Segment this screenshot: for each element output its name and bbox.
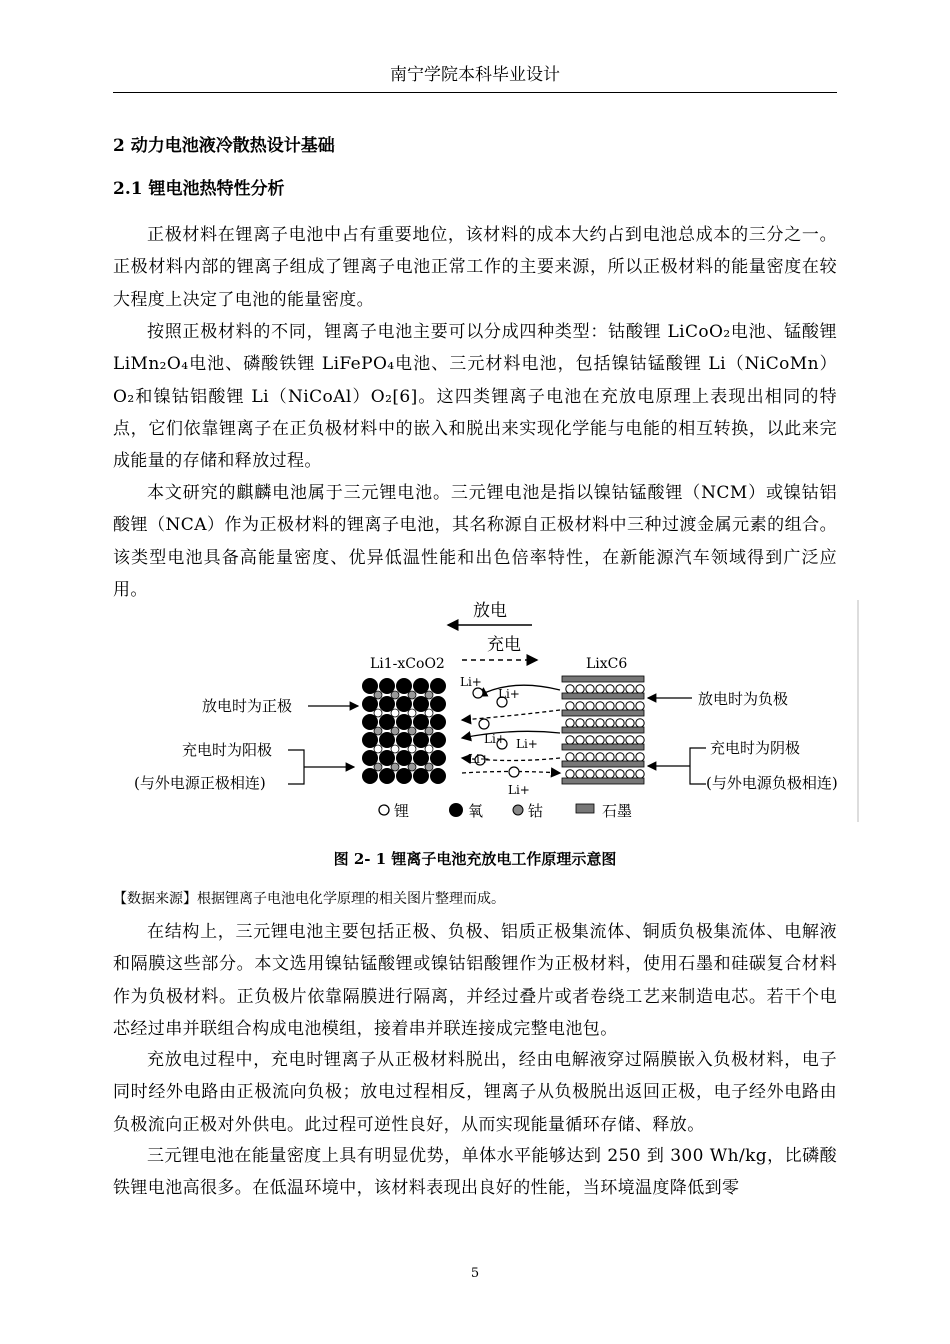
lithium-atom [391, 709, 399, 717]
source-note: 【数据来源】根据锂离子电池电化学原理的相关图片整理而成。 [113, 891, 505, 907]
left-bracket [288, 750, 354, 784]
oxygen-atom [430, 696, 446, 712]
intercalated-lithium [606, 753, 614, 761]
intercalated-lithium [576, 753, 584, 761]
intercalated-lithium [636, 702, 644, 710]
paragraph-3: 本文研究的麒麟电池属于三元锂电池。三元锂电池是指以镍钴锰酸锂（NCM）或镍钴铝酸锂（NCA）作为正极材料的锂离子电池，其名称源自正极材料中三种过渡金属元素的组合。该类型电池具备高能量密度、优异低温性能和出色倍率特性，在新能源汽车领域得到广泛应用。 [113, 483, 837, 600]
discharge-label: 放电 [473, 601, 507, 621]
paragraph-1: 正极材料在锂离子电池中占有重要地位，该材料的成本大约占到电池总成本的三分之一。正极材料内部的锂离子组成了锂离子电池正常工作的主要来源，所以正极材料的能量密度在较大程度上决定了电池的能量密度。 [113, 225, 837, 310]
graphite-layer [562, 710, 644, 716]
graphite-layer [562, 693, 644, 699]
intercalated-lithium [606, 702, 614, 710]
intercalated-lithium [636, 685, 644, 693]
lithium-atom [374, 709, 382, 717]
lithium-atom [408, 709, 416, 717]
intercalated-lithium [616, 702, 624, 710]
intercalated-lithium [636, 719, 644, 727]
legend-o-swatch [449, 803, 463, 817]
intercalated-lithium [626, 719, 634, 727]
intercalated-lithium [596, 770, 604, 778]
right-bracket [648, 748, 706, 784]
intercalated-lithium [566, 719, 574, 727]
left-label-discharge: 放电时为正极 [202, 697, 293, 715]
intercalated-lithium [576, 702, 584, 710]
intercalated-lithium [566, 736, 574, 744]
legend-co: 钴 [528, 802, 544, 820]
oxygen-atom [430, 678, 446, 694]
intercalated-lithium [626, 770, 634, 778]
intercalated-lithium [586, 685, 594, 693]
svg-text:Li+: Li+ [460, 675, 482, 689]
cobalt-atom [408, 691, 416, 699]
chapter-heading: 2 动力电池液冷散热设计基础 [113, 136, 335, 156]
cobalt-atom [408, 763, 416, 771]
intercalated-lithium [636, 753, 644, 761]
right-label-charge: 充电时为阴极 [710, 739, 801, 757]
intercalated-lithium [616, 719, 624, 727]
intercalated-lithium [606, 719, 614, 727]
intercalated-lithium [596, 719, 604, 727]
figure-caption: 图 2- 1 锂离子电池充放电工作原理示意图 [333, 850, 617, 868]
legend [379, 802, 632, 820]
intercalated-lithium [576, 719, 584, 727]
anode-formula: LixC6 [586, 656, 628, 672]
svg-text:Li+: Li+ [468, 752, 490, 766]
intercalated-lithium [616, 685, 624, 693]
oxygen-atom [430, 732, 446, 748]
paragraph-6: 三元锂电池在能量密度上具有明显优势，单体水平能够达到 250 到 300 Wh/kg，比磷酸铁锂电池高很多。在低温环境中，该材料表现出良好的性能，当环境温度降低到零 [113, 1146, 837, 1199]
cobalt-atom [374, 763, 382, 771]
intercalated-lithium [596, 753, 604, 761]
cobalt-atom [425, 763, 433, 771]
intercalated-lithium [616, 770, 624, 778]
page-number: 5 [470, 1266, 480, 1281]
legend-li-swatch [379, 805, 389, 815]
intercalated-lithium [636, 736, 644, 744]
intercalated-lithium [616, 736, 624, 744]
intercalated-lithium [586, 736, 594, 744]
intercalated-lithium [566, 702, 574, 710]
intercalated-lithium [606, 685, 614, 693]
graphite-layer [562, 727, 644, 733]
paragraph-2: 按照正极材料的不同，锂离子电池主要可以分成四种类型：钴酸锂 LiCoO₂电池、锰酸锂 LiMn₂O₄电池、磷酸铁锂 LiFePO₄电池、三元材料电池，包括镍钴锰酸锂 Li（NiCoMn）O₂和镍钴铝酸锂 Li（NiCoAl）O₂[6]。这四类锂离子电池在充放电原理上表现出相同的特点，它们依靠锂离子在正负极材料中的嵌入和脱出来实现化学能与电能的相互转换，以此来完成能量的存储和释放过程。 [113, 322, 837, 472]
graphite-layer [562, 676, 644, 682]
cobalt-atom [408, 727, 416, 735]
intercalated-lithium [626, 736, 634, 744]
intercalated-lithium [596, 702, 604, 710]
section-heading: 2.1 锂电池热特性分析 [113, 179, 285, 199]
cobalt-atom [391, 763, 399, 771]
cathode-lattice [362, 678, 446, 784]
legend-graphite: 石墨 [602, 802, 633, 820]
intercalated-lithium [626, 685, 634, 693]
intercalated-lithium [636, 770, 644, 778]
cobalt-atom [391, 691, 399, 699]
left-label-charge: 充电时为阳极 [182, 741, 273, 759]
intercalated-lithium [626, 753, 634, 761]
cobalt-atom [425, 727, 433, 735]
cobalt-atom [391, 727, 399, 735]
oxygen-atom [430, 768, 446, 784]
svg-text:Li+: Li+ [516, 737, 538, 751]
graphite-layer [562, 778, 644, 784]
page-header: 南宁学院本科毕业设计 [113, 62, 837, 93]
intercalated-lithium [576, 685, 584, 693]
lithium-atom [408, 745, 416, 753]
right-label-connect: (与外电源负极相连) [706, 774, 838, 792]
paragraph-4: 在结构上，三元锂电池主要包括正极、负极、铝质正极集流体、铜质负极集流体、电解液和隔膜这些部分。本文选用镍钴锰酸锂或镍钴铝酸锂作为正极材料，使用石墨和硅碳复合材料作为负极材料。正负极片依靠隔膜进行隔离，并经过叠片或者卷绕工艺来制造电芯。若干个电芯经过串并联组合构成电池模组，接着串并联连接成完整电池包。 [113, 922, 837, 1039]
cobalt-atom [374, 691, 382, 699]
lithium-atom [425, 745, 433, 753]
lithium-atom [425, 709, 433, 717]
anode-graphite [562, 676, 644, 784]
intercalated-lithium [596, 736, 604, 744]
paragraph-5: 充放电过程中，充电时锂离子从正极材料脱出，经由电解液穿过隔膜嵌入负极材料，电子同时经外电路由正极流向负极；放电过程相反，锂离子从负极脱出返回正极，电子经外电路由负极流向正极对外供电。此过程可逆性良好，从而实现能量循环存储、释放。 [113, 1050, 837, 1135]
intercalated-lithium [616, 753, 624, 761]
right-label-discharge: 放电时为负极 [698, 690, 789, 708]
intercalated-lithium [586, 719, 594, 727]
lithium-atom [391, 745, 399, 753]
intercalated-lithium [606, 736, 614, 744]
intercalated-lithium [566, 753, 574, 761]
intercalated-lithium [576, 736, 584, 744]
svg-text:Li+: Li+ [498, 687, 520, 701]
legend-graphite-swatch [576, 804, 594, 813]
intercalated-lithium [586, 753, 594, 761]
cobalt-atom [374, 727, 382, 735]
intercalated-lithium [586, 702, 594, 710]
intercalated-lithium [566, 685, 574, 693]
cathode-formula: Li1-xCoO2 [370, 656, 445, 672]
legend-co-swatch [513, 805, 523, 815]
battery-diagram [132, 598, 860, 824]
intercalated-lithium [626, 702, 634, 710]
intercalated-lithium [576, 770, 584, 778]
left-label-connect: (与外电源正极相连) [134, 774, 266, 792]
charge-label: 充电 [487, 635, 521, 655]
lithium-atom [374, 745, 382, 753]
cobalt-atom [425, 691, 433, 699]
oxygen-atom [430, 714, 446, 730]
graphite-layer [562, 761, 644, 767]
intercalated-lithium [606, 770, 614, 778]
svg-text:Li+: Li+ [508, 783, 530, 797]
intercalated-lithium [586, 770, 594, 778]
legend-o: 氧 [468, 802, 484, 820]
intercalated-lithium [596, 685, 604, 693]
oxygen-atom [430, 750, 446, 766]
svg-text:Li+: Li+ [484, 732, 506, 746]
intercalated-lithium [566, 770, 574, 778]
graphite-layer [562, 744, 644, 750]
legend-li: 锂 [394, 802, 410, 820]
